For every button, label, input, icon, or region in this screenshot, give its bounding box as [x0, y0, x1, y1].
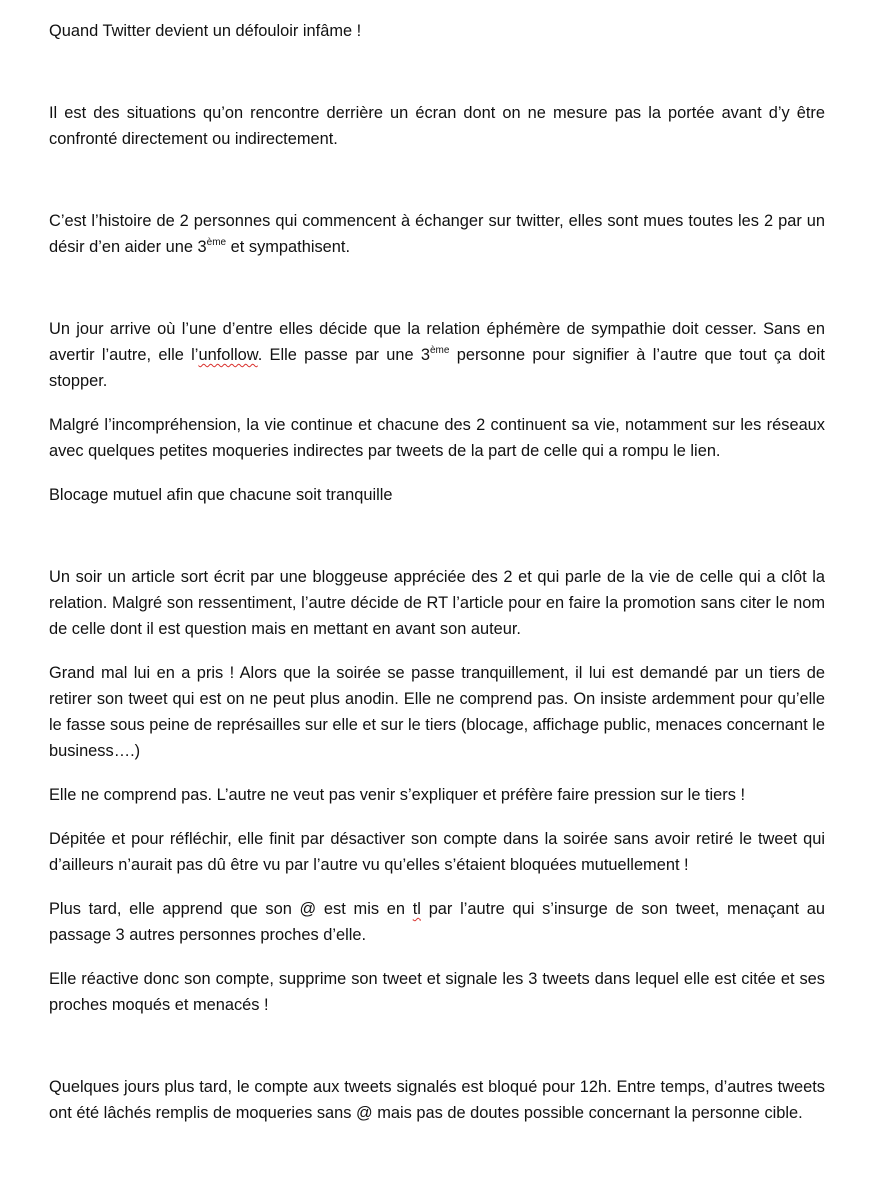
- paragraph-mention: [49, 896, 825, 948]
- paragraph-text: . Elle passe par une 3: [257, 346, 430, 364]
- paragraph-unfollow: [49, 316, 825, 394]
- paragraph-deactivation: Dépitée et pour réfléchir, elle finit par désactiver son compte dans la soirée sans avoir retiré le tweet qui d’ailleurs n’aurait pas dû être vu par l’autre vu qu’elles s’étaient bloquées mutuellement !: [49, 830, 825, 874]
- paragraph-mutual-block: Blocage mutuel afin que chacune soit tranquille: [49, 486, 393, 504]
- paragraph-text: et sympathisent.: [226, 238, 350, 256]
- paragraph-text: Un jour arrive où l’une d’entre elles décide que la relation éphémère de sympathie doit cesser. Sans en avertir l’autre, elle l’: [49, 320, 825, 364]
- paragraph-report: Elle réactive donc son compte, supprime son tweet et signale les 3 tweets dans lequel elle est citée et ses proches moqués et menacés !: [49, 970, 825, 1014]
- paragraph-intro: Il est des situations qu’on rencontre derrière un écran dont on ne mesure pas la portée avant d’y être confronté directement ou indirectement.: [49, 104, 825, 148]
- paragraph-misunderstanding: Malgré l’incompréhension, la vie continue et chacune des 2 continuent sa vie, notamment sur les réseaux avec quelques petites moqueries indirectes par tweets de la part de celle qui a rompu le lien.: [49, 416, 825, 460]
- document-page: [49, 18, 825, 1126]
- superscript-ordinal: ème: [429, 345, 450, 356]
- misspelled-word: unfollow: [198, 346, 258, 364]
- paragraph-text: par l’autre qui s’insurge de son tweet, menaçant au passage 3 autres personnes proches d’elle.: [49, 900, 826, 944]
- paragraph-article: Un soir un article sort écrit par une bloggeuse appréciée des 2 et qui parle de la vie de celle qui a clôt la relation. Malgré son ressentiment, l’autre décide de RT l’article pour en faire la promotion sans citer le nom de celle dont il est question mais en mettant en avant son auteur.: [49, 568, 825, 638]
- paragraph-text: Plus tard, elle apprend que son @ est mis en: [49, 900, 413, 918]
- paragraph-text: personne pour signifier à l’autre que tout ça doit stopper.: [49, 346, 825, 390]
- document-title: Quand Twitter devient un défouloir infâme !: [49, 22, 362, 40]
- paragraph-outcome: Quelques jours plus tard, le compte aux tweets signalés est bloqué pour 12h. Entre temps, d’autres tweets ont été lâchés remplis de moqueries sans @ mais pas de doutes possible concernant la personne cible.: [49, 1078, 825, 1122]
- paragraph-pressure: Grand mal lui en a pris ! Alors que la soirée se passe tranquillement, il lui est demandé par un tiers de retirer son tweet qui est on ne peut plus anodin. Elle ne comprend pas. On insiste ardemment pour qu’elle le fasse sous peine de représailles sur elle et sur le tiers (blocage, affichage public, menaces concernant le business….): [49, 664, 825, 760]
- superscript-ordinal: ème: [206, 237, 227, 248]
- misspelled-word: tl: [412, 900, 421, 918]
- paragraph-no-explanation: Elle ne comprend pas. L’autre ne veut pas venir s’expliquer et préfère faire pression sur le tiers !: [49, 786, 746, 804]
- paragraph-text: C’est l’histoire de 2 personnes qui commencent à échanger sur twitter, elles sont mues toutes les 2 par un désir d’en aider une 3: [49, 212, 825, 256]
- paragraph-story-start: [49, 208, 825, 260]
